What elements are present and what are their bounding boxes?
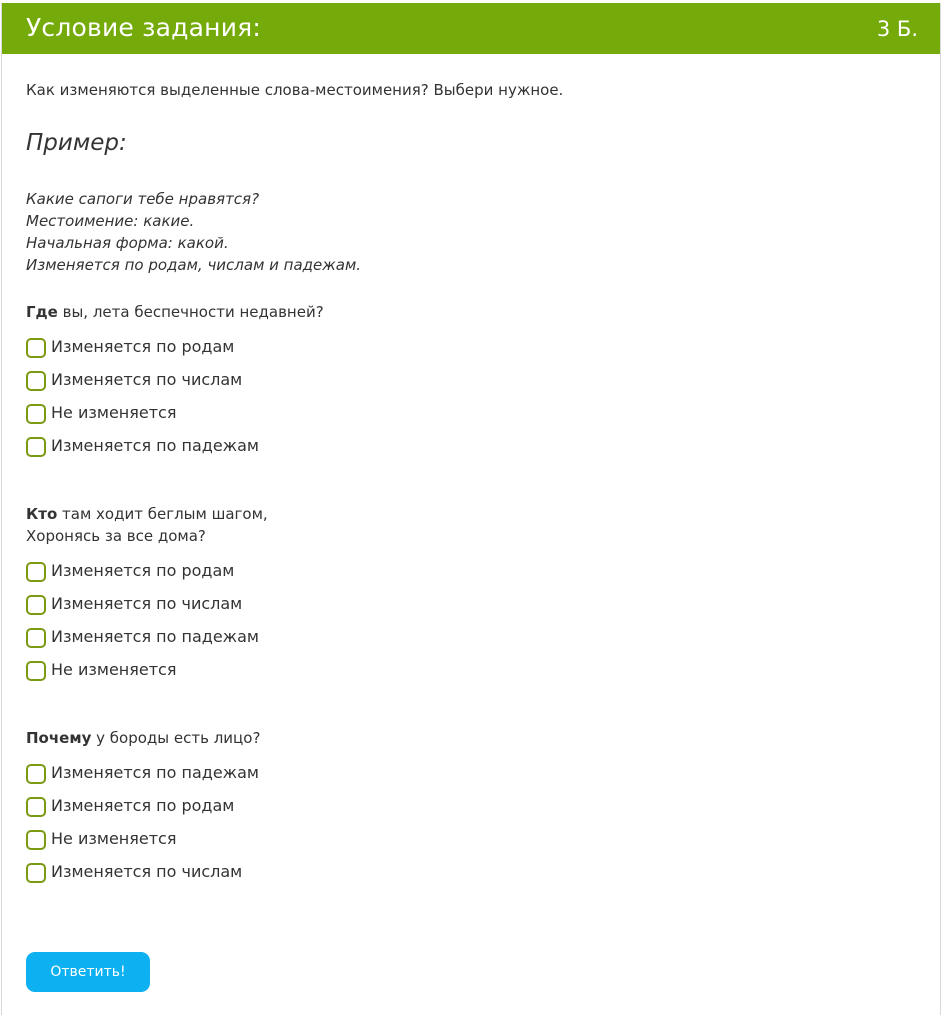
option-item[interactable] <box>26 337 906 370</box>
question-3 <box>26 727 906 895</box>
checkbox[interactable] <box>26 338 46 358</box>
question-keyword: Почему <box>26 729 92 747</box>
option-item[interactable] <box>26 436 906 469</box>
question-text-line-2: Хоронясь за все дома? <box>26 527 206 545</box>
option-label: Изменяется по числам <box>51 370 243 389</box>
option-label: Изменяется по числам <box>51 594 243 613</box>
question-rest: там ходит беглым шагом, <box>57 505 268 523</box>
example-line: Какие сапоги тебе нравятся? <box>26 190 260 208</box>
submit-button[interactable]: Ответить! <box>26 952 150 992</box>
checkbox[interactable] <box>26 830 46 850</box>
checkbox[interactable] <box>26 595 46 615</box>
checkbox[interactable] <box>26 797 46 817</box>
option-label: Изменяется по родам <box>51 796 235 815</box>
task-instruction: Как изменяются выделенные слова-местоимения? Выбери нужное. <box>26 81 564 99</box>
question-keyword: Где <box>26 303 58 321</box>
options-list <box>26 337 906 469</box>
option-label: Изменяется по падежам <box>51 763 259 782</box>
question-keyword: Кто <box>26 505 58 523</box>
checkbox[interactable] <box>26 371 46 391</box>
option-label: Не изменяется <box>51 829 177 848</box>
option-item[interactable] <box>26 763 906 796</box>
option-label: Изменяется по родам <box>51 337 235 356</box>
checkbox[interactable] <box>26 764 46 784</box>
checkbox[interactable] <box>26 863 46 883</box>
option-item[interactable] <box>26 796 906 829</box>
option-label: Изменяется по числам <box>51 862 243 881</box>
example-line: Изменяется по родам, числам и падежам. <box>26 256 362 274</box>
example-block <box>26 188 361 276</box>
example-line: Местоимение: какие. <box>26 212 195 230</box>
checkbox[interactable] <box>26 562 46 582</box>
task-title: Условие задания: <box>26 13 262 42</box>
option-item[interactable] <box>26 403 906 436</box>
task-points: 3 Б. <box>876 17 918 41</box>
option-item[interactable] <box>26 561 906 594</box>
option-item[interactable] <box>26 829 906 862</box>
option-item[interactable] <box>26 862 906 895</box>
question-text <box>26 301 906 323</box>
options-list <box>26 763 906 895</box>
question-1 <box>26 301 906 469</box>
example-title: Пример: <box>26 130 127 156</box>
option-item[interactable] <box>26 660 906 693</box>
question-2 <box>26 503 906 693</box>
options-list <box>26 561 906 693</box>
question-rest: вы, лета беспечности недавней? <box>57 303 324 321</box>
option-item[interactable] <box>26 627 906 660</box>
checkbox[interactable] <box>26 661 46 681</box>
question-rest: у бороды есть лицо? <box>91 729 261 747</box>
option-label: Не изменяется <box>51 403 177 422</box>
question-text <box>26 503 906 525</box>
option-label: Изменяется по падежам <box>51 436 259 455</box>
option-label: Изменяется по падежам <box>51 627 259 646</box>
checkbox[interactable] <box>26 628 46 648</box>
example-line: Начальная форма: какой. <box>26 234 229 252</box>
option-label: Изменяется по родам <box>51 561 235 580</box>
option-label: Не изменяется <box>51 660 177 679</box>
checkbox[interactable] <box>26 437 46 457</box>
question-text <box>26 727 906 749</box>
task-header <box>2 3 940 54</box>
option-item[interactable] <box>26 370 906 403</box>
checkbox[interactable] <box>26 404 46 424</box>
option-item[interactable] <box>26 594 906 627</box>
